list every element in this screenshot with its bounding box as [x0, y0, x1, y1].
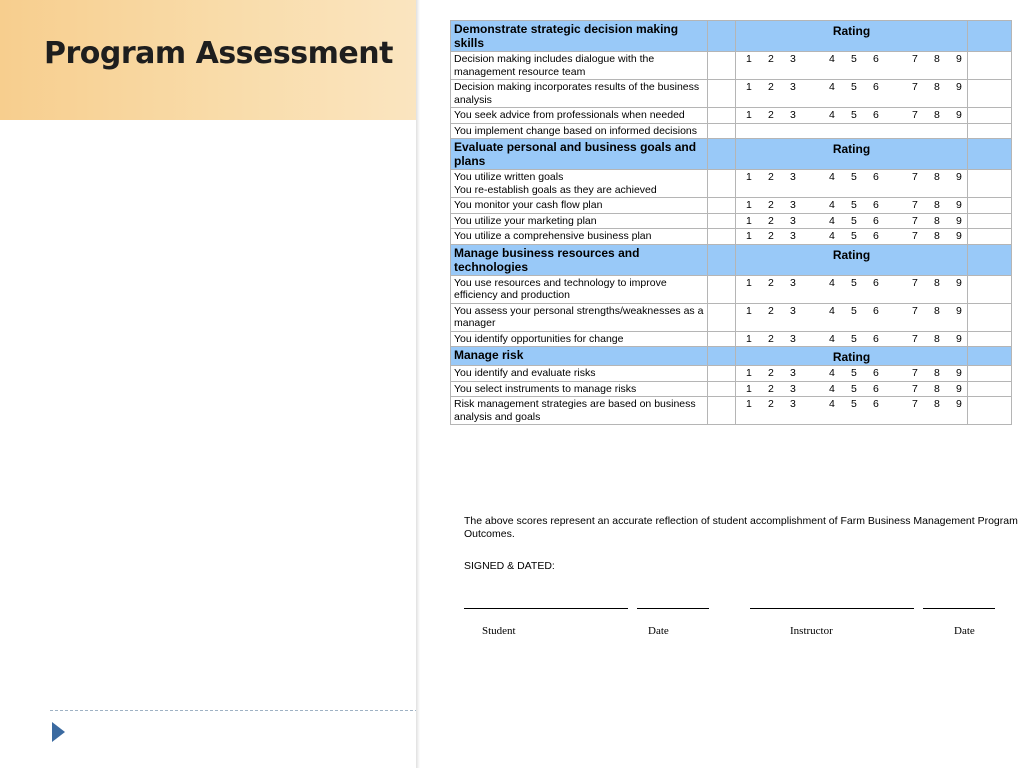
section-heading: Demonstrate strategic decision making skills: [451, 21, 708, 52]
rating-scale[interactable]: [736, 123, 968, 139]
rating-option-5[interactable]: 5: [851, 382, 857, 395]
blank-cell: [708, 275, 736, 303]
criterion-text-line: You use resources and technology to improve efficiency and production: [454, 276, 667, 301]
section-header-row: [451, 244, 1012, 275]
rating-option-4[interactable]: 4: [829, 382, 835, 395]
blank-cell: [708, 80, 736, 108]
criterion-text: [451, 170, 708, 198]
rating-option-8[interactable]: 8: [934, 109, 940, 121]
rating-option-6[interactable]: 6: [873, 382, 879, 395]
rating-option-6[interactable]: 6: [873, 367, 879, 379]
criterion-row: [451, 80, 1012, 108]
rating-option-2[interactable]: 2: [768, 171, 774, 183]
rating-option-7[interactable]: 7: [912, 230, 918, 242]
rating-option-1[interactable]: 1: [746, 276, 752, 289]
rating-option-7[interactable]: 7: [912, 304, 918, 317]
rating-group: [912, 230, 995, 243]
rating-group: [912, 305, 995, 318]
rating-option-4[interactable]: 4: [829, 367, 835, 379]
section-heading: Evaluate personal and business goals and plans: [451, 139, 708, 170]
criterion-text-line: You utilize a comprehensive business plan: [454, 230, 652, 242]
criterion-text: [451, 123, 708, 139]
criterion-text-line: You utilize written goals: [454, 171, 564, 183]
rating-group: [746, 230, 829, 243]
criterion-row: [451, 108, 1012, 124]
assessment-document: [420, 0, 1024, 768]
blank-cell: [708, 123, 736, 139]
rating-option-9[interactable]: 9: [956, 53, 962, 65]
section-heading: Manage business resources and technologies: [451, 244, 708, 275]
rating-group: [746, 383, 829, 396]
rating-option-1[interactable]: 1: [746, 332, 752, 345]
rating-group: [829, 230, 912, 243]
criterion-row: [451, 331, 1012, 347]
rating-option-2[interactable]: 2: [768, 109, 774, 121]
student-label: Student: [482, 625, 516, 637]
rating-option-1[interactable]: 1: [746, 214, 752, 227]
section-spacer-cell: [968, 347, 1012, 366]
rating-option-1[interactable]: 1: [746, 199, 752, 211]
rating-group: [912, 53, 995, 66]
rating-scale[interactable]: [736, 213, 968, 229]
rating-option-1[interactable]: 1: [746, 382, 752, 395]
rating-option-7[interactable]: 7: [912, 332, 918, 345]
rating-option-4[interactable]: 4: [829, 109, 835, 121]
criterion-text-line: You re-establish goals as they are achieved: [454, 183, 657, 196]
assessment-table: [450, 20, 1012, 425]
criterion-text-line: You utilize your marketing plan: [454, 214, 597, 227]
rating-group: [829, 277, 912, 290]
rating-option-8[interactable]: 8: [934, 230, 940, 242]
blank-cell: [708, 381, 736, 397]
rating-option-8[interactable]: 8: [934, 171, 940, 183]
section-header-row: [451, 347, 1012, 366]
rating-option-2[interactable]: 2: [768, 367, 774, 379]
rating-scale[interactable]: [736, 381, 968, 397]
rating-header: Rating: [736, 347, 968, 366]
rating-option-6[interactable]: 6: [873, 109, 879, 121]
rating-group: [912, 171, 995, 184]
criterion-row: [451, 381, 1012, 397]
rating-option-2[interactable]: 2: [768, 276, 774, 289]
rating-group: [912, 333, 995, 346]
rating-option-5[interactable]: 5: [851, 53, 857, 65]
criterion-row: [451, 52, 1012, 80]
rating-option-2[interactable]: 2: [768, 199, 774, 211]
rating-option-4[interactable]: 4: [829, 230, 835, 242]
rating-option-8[interactable]: 8: [934, 382, 940, 395]
rating-group: [912, 277, 995, 290]
rating-group: [829, 199, 912, 212]
criterion-text: [451, 108, 708, 124]
rating-scale[interactable]: [736, 198, 968, 214]
rating-option-7[interactable]: 7: [912, 53, 918, 65]
rating-group: [829, 81, 912, 94]
rating-option-4[interactable]: 4: [829, 81, 835, 93]
rating-option-3[interactable]: 3: [790, 171, 796, 183]
rating-option-7[interactable]: 7: [912, 276, 918, 289]
rating-option-6[interactable]: 6: [873, 230, 879, 242]
criterion-row: [451, 123, 1012, 139]
instructor-signature-line[interactable]: [750, 608, 914, 609]
rating-option-4[interactable]: 4: [829, 276, 835, 289]
rating-group: [829, 215, 912, 228]
rating-option-5[interactable]: 5: [851, 332, 857, 345]
rating-group: [912, 109, 995, 122]
rating-option-3[interactable]: 3: [790, 332, 796, 345]
rating-option-5[interactable]: 5: [851, 214, 857, 227]
blank-cell: [708, 108, 736, 124]
rating-option-4[interactable]: 4: [829, 214, 835, 227]
section-spacer-cell: [968, 21, 1012, 52]
rating-group: [829, 333, 912, 346]
rating-option-8[interactable]: 8: [934, 332, 940, 345]
rating-header: Rating: [736, 244, 968, 275]
rating-option-9[interactable]: 9: [956, 304, 962, 317]
criterion-text-line: Risk management strategies are based on business analysis and goals: [454, 398, 696, 423]
rating-group: [746, 367, 829, 380]
rating-scale[interactable]: [736, 397, 968, 425]
certification-statement: The above scores represent an accurate reflection of student accomplishment of Farm Business Management Program Outcomes.: [464, 515, 1018, 540]
instructor-date-label: Date: [954, 625, 975, 637]
rating-option-6[interactable]: 6: [873, 199, 879, 211]
rating-scale[interactable]: [736, 170, 968, 198]
blank-cell: [708, 366, 736, 382]
rating-option-6[interactable]: 6: [873, 276, 879, 289]
rating-option-1[interactable]: 1: [746, 398, 752, 410]
criterion-row: [451, 275, 1012, 303]
rating-scale[interactable]: [736, 275, 968, 303]
blank-cell: [708, 303, 736, 331]
rating-option-8[interactable]: 8: [934, 53, 940, 65]
rating-option-5[interactable]: 5: [851, 109, 857, 121]
rating-option-7[interactable]: 7: [912, 214, 918, 227]
blank-cell: [708, 170, 736, 198]
rating-option-1[interactable]: 1: [746, 81, 752, 93]
criterion-text: [451, 198, 708, 214]
rating-option-4[interactable]: 4: [829, 53, 835, 65]
section-spacer-cell: [708, 244, 736, 275]
criterion-text-line: You select instruments to manage risks: [454, 382, 637, 395]
rating-option-3[interactable]: 3: [790, 367, 796, 379]
rating-option-1[interactable]: 1: [746, 304, 752, 317]
rating-group: [912, 398, 995, 411]
rating-option-9[interactable]: 9: [956, 367, 962, 379]
section-spacer-cell: [968, 139, 1012, 170]
rating-option-6[interactable]: 6: [873, 214, 879, 227]
rating-option-9[interactable]: 9: [956, 398, 962, 410]
rating-group: [746, 333, 829, 346]
rating-scale[interactable]: [736, 80, 968, 108]
rating-option-9[interactable]: 9: [956, 276, 962, 289]
rating-option-7[interactable]: 7: [912, 171, 918, 183]
rating-option-1[interactable]: 1: [746, 109, 752, 121]
rating-option-5[interactable]: 5: [851, 199, 857, 211]
criterion-text-line: You seek advice from professionals when needed: [454, 109, 685, 121]
student-signature-line[interactable]: [464, 608, 628, 609]
rating-group: [746, 53, 829, 66]
rating-group: [829, 305, 912, 318]
rating-option-2[interactable]: 2: [768, 81, 774, 93]
criterion-text: [451, 229, 708, 245]
rating-option-8[interactable]: 8: [934, 81, 940, 93]
rating-option-7[interactable]: 7: [912, 81, 918, 93]
rating-option-2[interactable]: 2: [768, 214, 774, 227]
rating-option-6[interactable]: 6: [873, 332, 879, 345]
criterion-text: [451, 213, 708, 229]
rating-group: [829, 398, 912, 411]
rating-header: Rating: [736, 21, 968, 52]
rating-option-2[interactable]: 2: [768, 398, 774, 410]
section-header-row: [451, 139, 1012, 170]
rating-option-6[interactable]: 6: [873, 81, 879, 93]
rating-option-3[interactable]: 3: [790, 398, 796, 410]
rating-option-3[interactable]: 3: [790, 199, 796, 211]
rating-option-3[interactable]: 3: [790, 276, 796, 289]
footer-divider: [50, 710, 418, 711]
blank-cell: [708, 198, 736, 214]
rating-group: [746, 171, 829, 184]
rating-option-7[interactable]: 7: [912, 382, 918, 395]
rating-group: [746, 277, 829, 290]
rating-scale[interactable]: [736, 303, 968, 331]
rating-option-7[interactable]: 7: [912, 398, 918, 410]
criterion-row: [451, 303, 1012, 331]
criterion-text-line: Decision making incorporates results of the business analysis: [454, 81, 700, 106]
rating-group: [912, 383, 995, 396]
rating-group: [829, 383, 912, 396]
rating-group: [912, 199, 995, 212]
rating-option-4[interactable]: 4: [829, 398, 835, 410]
rating-group: [829, 109, 912, 122]
rating-option-5[interactable]: 5: [851, 367, 857, 379]
rating-group: [746, 109, 829, 122]
rating-option-4[interactable]: 4: [829, 171, 835, 183]
student-date-line[interactable]: [637, 608, 709, 609]
rating-option-8[interactable]: 8: [934, 367, 940, 379]
student-date-label: Date: [648, 625, 669, 637]
rating-option-1[interactable]: 1: [746, 171, 752, 183]
rating-option-5[interactable]: 5: [851, 304, 857, 317]
rating-option-2[interactable]: 2: [768, 382, 774, 395]
rating-option-1[interactable]: 1: [746, 53, 752, 65]
rating-group: [912, 367, 995, 380]
criterion-text-line: You monitor your cash flow plan: [454, 199, 603, 211]
rating-option-4[interactable]: 4: [829, 199, 835, 211]
rating-group: [829, 53, 912, 66]
rating-header: Rating: [736, 139, 968, 170]
rating-option-3[interactable]: 3: [790, 53, 796, 65]
rating-option-5[interactable]: 5: [851, 398, 857, 410]
rating-option-3[interactable]: 3: [790, 109, 796, 121]
rating-option-9[interactable]: 9: [956, 171, 962, 183]
rating-scale[interactable]: [736, 366, 968, 382]
rating-option-9[interactable]: 9: [956, 81, 962, 93]
rating-option-2[interactable]: 2: [768, 304, 774, 317]
rating-group: [829, 171, 912, 184]
rating-option-4[interactable]: 4: [829, 304, 835, 317]
rating-group: [746, 215, 829, 228]
criterion-text: [451, 331, 708, 347]
rating-option-4[interactable]: 4: [829, 332, 835, 345]
rating-group: [746, 199, 829, 212]
rating-scale[interactable]: [736, 331, 968, 347]
section-header-row: [451, 21, 1012, 52]
rating-group: [829, 367, 912, 380]
rating-option-8[interactable]: 8: [934, 276, 940, 289]
instructor-date-line[interactable]: [923, 608, 995, 609]
criterion-row: [451, 198, 1012, 214]
rating-option-6[interactable]: 6: [873, 53, 879, 65]
rating-option-5[interactable]: 5: [851, 276, 857, 289]
section-spacer-cell: [708, 21, 736, 52]
criterion-text-line: You identify and evaluate risks: [454, 367, 596, 379]
rating-option-9[interactable]: 9: [956, 382, 962, 395]
section-spacer-cell: [708, 347, 736, 366]
rating-option-8[interactable]: 8: [934, 398, 940, 410]
rating-option-2[interactable]: 2: [768, 53, 774, 65]
rating-option-3[interactable]: 3: [790, 230, 796, 242]
rating-option-3[interactable]: 3: [790, 214, 796, 227]
rating-option-3[interactable]: 3: [790, 81, 796, 93]
rating-group: [746, 398, 829, 411]
rating-group: [912, 81, 995, 94]
rating-option-5[interactable]: 5: [851, 230, 857, 242]
rating-option-1[interactable]: 1: [746, 367, 752, 379]
criterion-text-line: You identify opportunities for change: [454, 332, 624, 345]
rating-group: [746, 305, 829, 318]
criterion-text: [451, 366, 708, 382]
criterion-row: [451, 397, 1012, 425]
criterion-text-line: Decision making includes dialogue with the management resource team: [454, 53, 655, 78]
instructor-label: Instructor: [790, 625, 833, 637]
criterion-row: [451, 170, 1012, 198]
rating-group: [746, 81, 829, 94]
next-slide-arrow-icon[interactable]: [52, 722, 65, 742]
blank-cell: [708, 397, 736, 425]
rating-option-6[interactable]: 6: [873, 171, 879, 183]
rating-scale[interactable]: [736, 52, 968, 80]
rating-option-6[interactable]: 6: [873, 398, 879, 410]
rating-option-1[interactable]: 1: [746, 230, 752, 242]
rating-option-9[interactable]: 9: [956, 230, 962, 242]
rating-option-9[interactable]: 9: [956, 109, 962, 121]
rating-option-9[interactable]: 9: [956, 199, 962, 211]
criterion-text: [451, 275, 708, 303]
criterion-text-line: You assess your personal strengths/weaknesses as a manager: [454, 304, 704, 329]
section-spacer-cell: [968, 244, 1012, 275]
criterion-text: [451, 303, 708, 331]
rating-option-2[interactable]: 2: [768, 230, 774, 242]
rating-option-2[interactable]: 2: [768, 332, 774, 345]
section-spacer-cell: [708, 139, 736, 170]
criterion-text: [451, 80, 708, 108]
rating-option-7[interactable]: 7: [912, 199, 918, 211]
rating-group: [912, 215, 995, 228]
blank-cell: [708, 229, 736, 245]
blank-cell: [708, 52, 736, 80]
blank-cell: [708, 213, 736, 229]
rating-option-7[interactable]: 7: [912, 109, 918, 121]
criterion-row: [451, 366, 1012, 382]
blank-cell: [968, 123, 1012, 139]
rating-option-7[interactable]: 7: [912, 367, 918, 379]
rating-scale[interactable]: [736, 229, 968, 245]
section-heading: Manage risk: [451, 347, 708, 366]
rating-option-9[interactable]: 9: [956, 214, 962, 227]
blank-cell: [708, 331, 736, 347]
criterion-row: [451, 229, 1012, 245]
rating-option-8[interactable]: 8: [934, 199, 940, 211]
criterion-row: [451, 213, 1012, 229]
criterion-text: [451, 397, 708, 425]
rating-option-8[interactable]: 8: [934, 214, 940, 227]
criterion-text-line: You implement change based on informed decisions: [454, 124, 698, 137]
criterion-text: [451, 52, 708, 80]
rating-option-8[interactable]: 8: [934, 304, 940, 317]
rating-option-9[interactable]: 9: [956, 332, 962, 345]
signed-dated-label: SIGNED & DATED:: [464, 560, 555, 572]
criterion-text: [451, 381, 708, 397]
rating-option-5[interactable]: 5: [851, 171, 857, 183]
rating-option-5[interactable]: 5: [851, 81, 857, 93]
rating-option-3[interactable]: 3: [790, 304, 796, 317]
rating-scale[interactable]: [736, 108, 968, 124]
slide-title: Program Assessment: [44, 36, 393, 71]
rating-option-3[interactable]: 3: [790, 382, 796, 395]
rating-option-6[interactable]: 6: [873, 304, 879, 317]
